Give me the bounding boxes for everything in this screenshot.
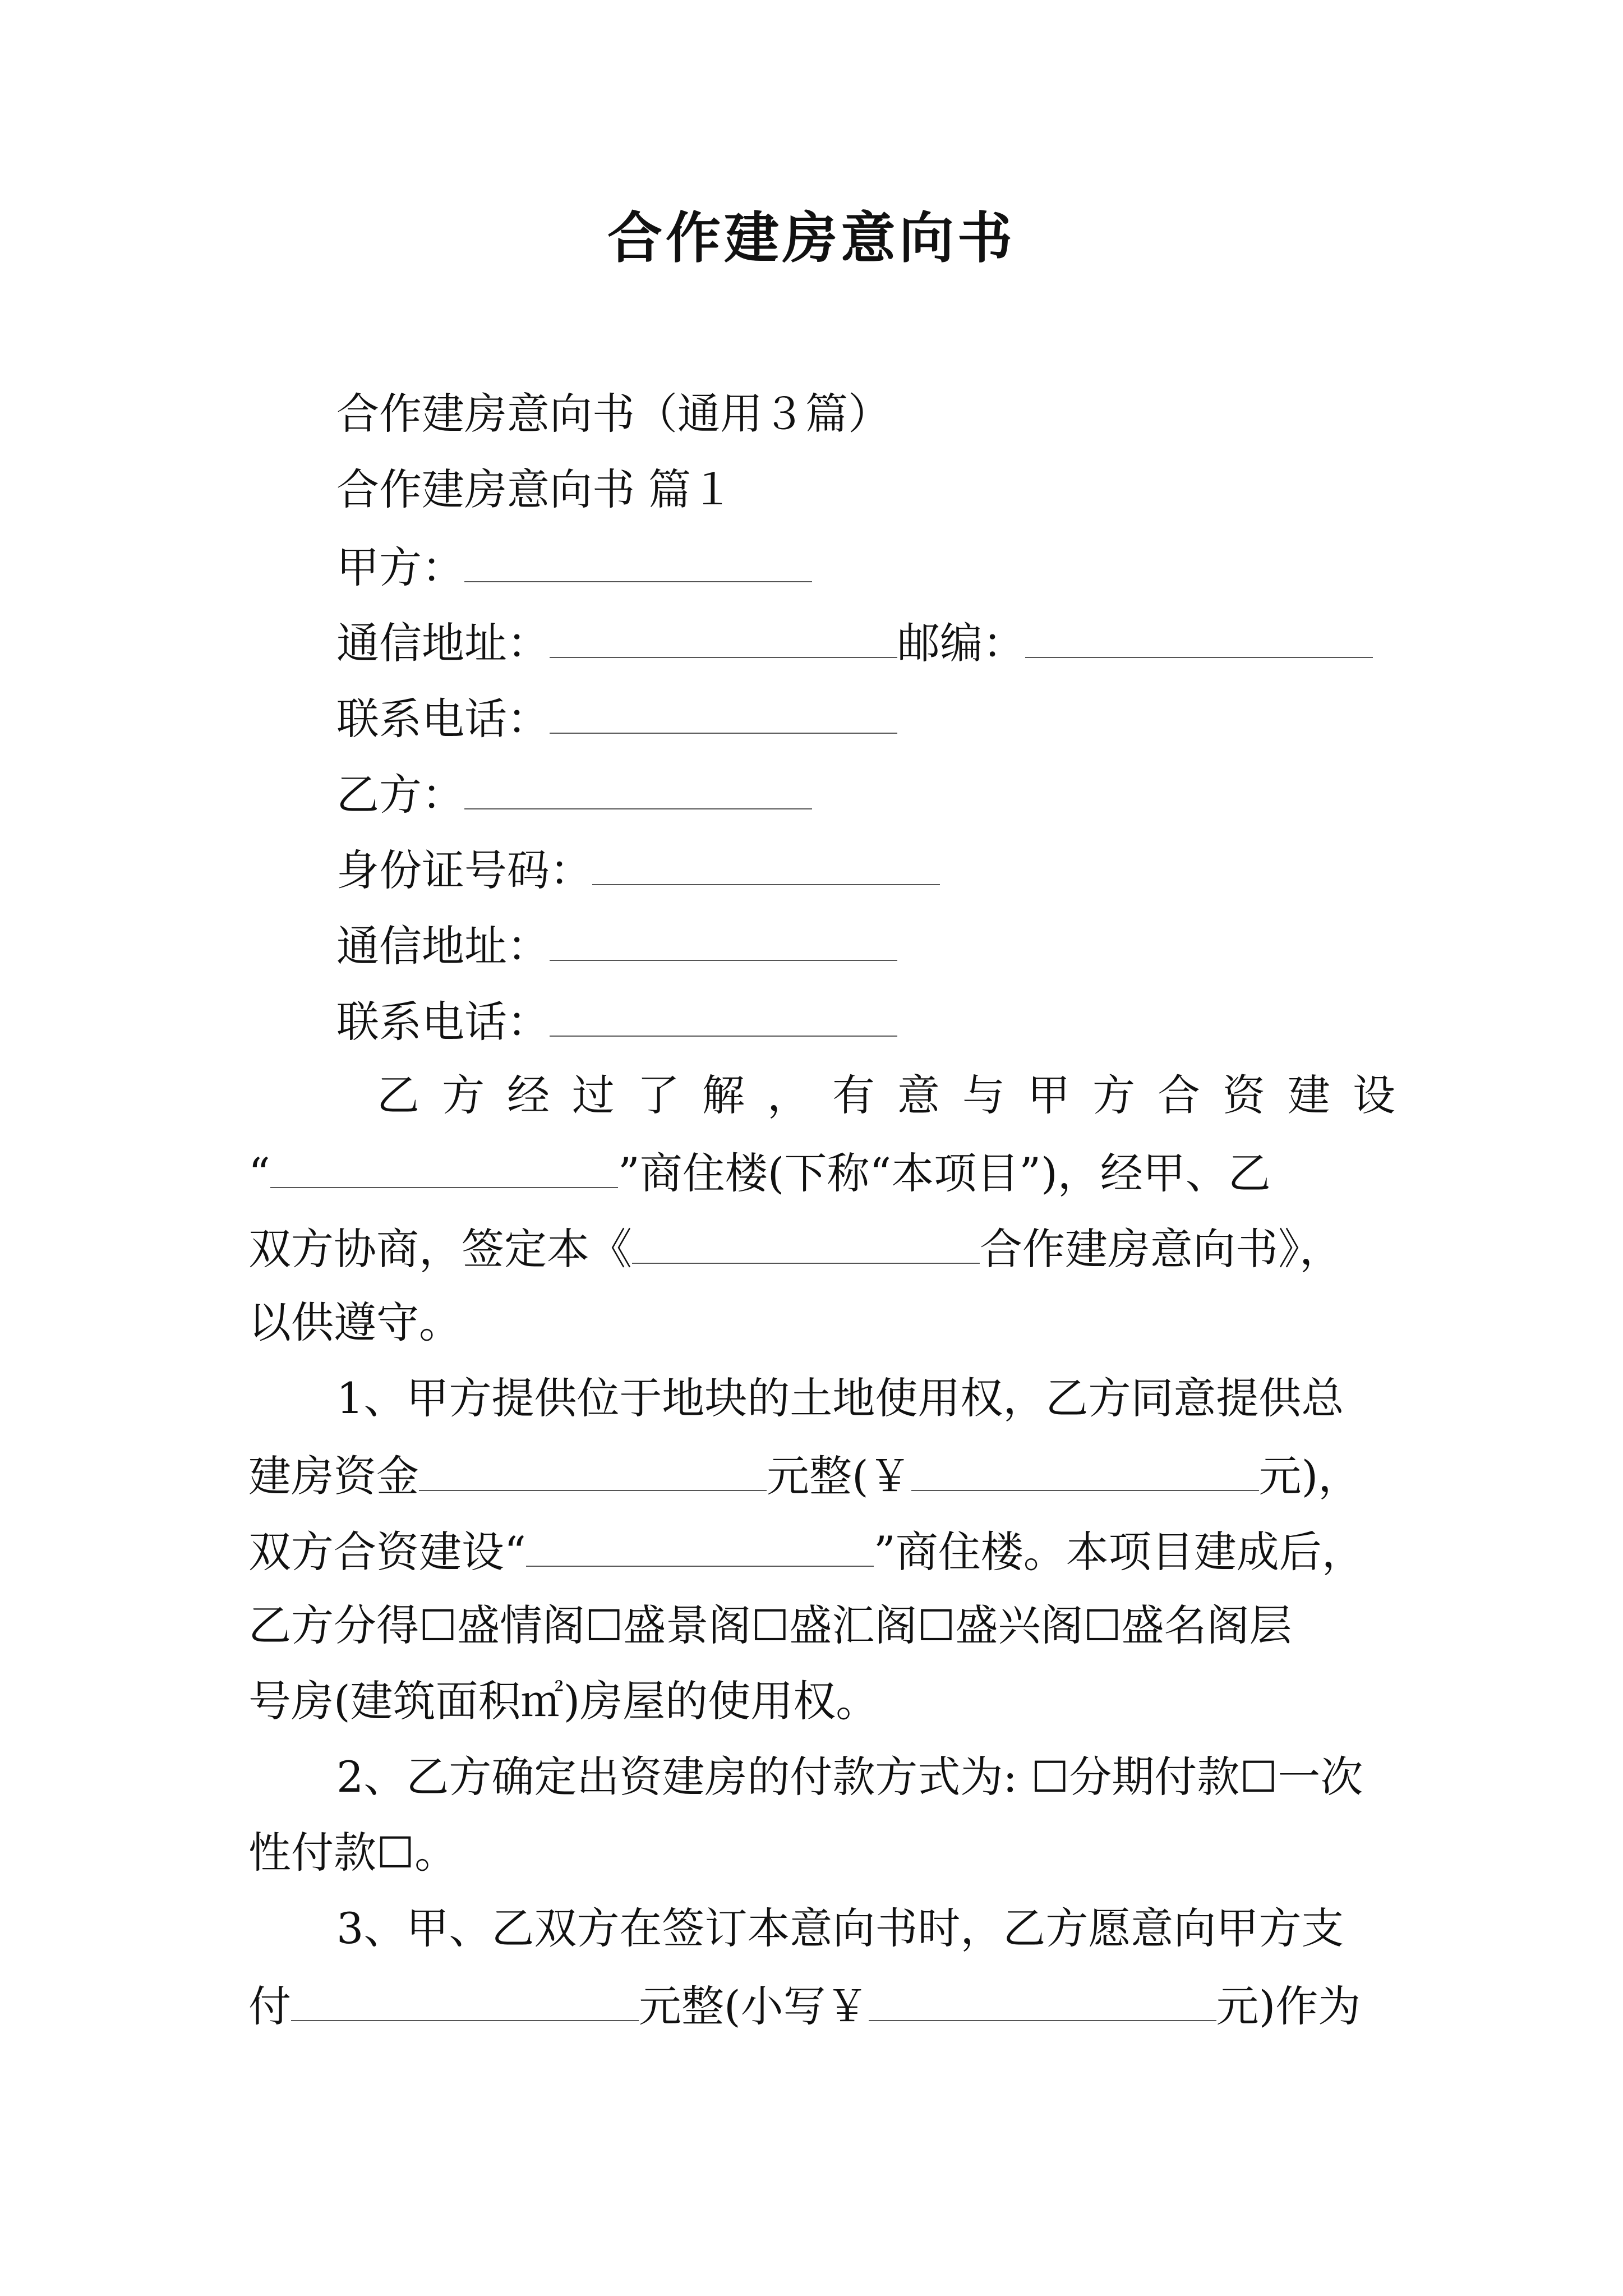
clause-1-line-1: 1、甲方提供位于地块的土地使用权，乙方同意提供总 <box>336 1373 1344 1423</box>
party-b-phone-label: 联系电话： <box>336 997 550 1047</box>
clause-2-line-1: 2、乙方确定出资建房的付款方式为: ☐分期付款☐一次 <box>336 1752 1363 1802</box>
party-a-name-field[interactable] <box>464 537 812 582</box>
clause-1-funds-field[interactable] <box>419 1446 767 1491</box>
party-a-phone-label: 联系电话： <box>336 694 550 744</box>
intro-line-3 <box>248 1219 1342 1277</box>
party-b-id-label: 身份证号码： <box>336 845 592 895</box>
party-b-phone-row <box>336 992 897 1050</box>
party-a-address-row <box>336 613 1373 671</box>
subtitle: 合作建房意向书（通用３篇） <box>336 389 891 439</box>
intro-project-open-quote: “ <box>248 1148 270 1198</box>
clause-1-funds-label: 建房资金 <box>248 1451 419 1501</box>
clause-1-line-3 <box>248 1522 1364 1580</box>
party-a-postcode-field[interactable] <box>1025 613 1373 658</box>
clause-3-pay-end: 元)作为 <box>1216 1981 1361 2031</box>
party-b-address-field[interactable] <box>550 916 897 961</box>
clause-1-build-label: 双方合资建设“ <box>248 1527 526 1577</box>
intro-line-2 <box>248 1143 1271 1202</box>
clause-1-line-4: 乙方分得☐盛情阁☐盛景阁☐盛汇阁☐盛兴阁☐盛名阁层 <box>248 1600 1292 1650</box>
clause-3-pay-mid: 元整(小写￥ <box>639 1981 869 2031</box>
clause-3-line-2 <box>248 1976 1361 2035</box>
clause-1-line-5: 号房(建筑面积㎡)房屋的使用权。 <box>248 1676 879 1726</box>
clause-2-line-2: 性付款☐。 <box>248 1828 458 1878</box>
clause-1-funds-end: 元)， <box>1258 1451 1361 1501</box>
party-b-id-field[interactable] <box>592 840 940 885</box>
party-a-postcode-label: 邮编： <box>897 618 1025 668</box>
party-b-phone-field[interactable] <box>550 992 897 1037</box>
intro-line-4: 以供遵守。 <box>248 1297 462 1347</box>
intro-line-1 <box>377 1068 1418 1124</box>
party-b-address-label: 通信地址： <box>336 921 550 971</box>
party-b-name-field[interactable] <box>464 765 812 809</box>
intro-line-2-text: ”商住楼(下称“本项目”)，经甲、乙 <box>617 1148 1271 1198</box>
party-a-phone-field[interactable] <box>550 689 897 734</box>
clause-1-build-end: ”商住楼。本项目建成后， <box>873 1527 1364 1577</box>
clause-1-funds-mid: 元整(￥ <box>767 1451 911 1501</box>
party-a-name-label: 甲方： <box>336 542 464 592</box>
intro-line-3-end: 合作建房意向书》， <box>980 1224 1342 1274</box>
clause-1-building-name-field[interactable] <box>526 1522 874 1567</box>
intro-agreement-name-field[interactable] <box>632 1219 980 1264</box>
party-a-address-field[interactable] <box>550 613 897 658</box>
intro-line-3-start: 双方协商，签定本《 <box>248 1224 632 1274</box>
party-b-name-row <box>336 765 812 823</box>
party-a-phone-row <box>336 689 897 747</box>
intro-line-1-text: 乙方经过了解，有意与甲方合资建设 <box>377 1070 1418 1120</box>
clause-3-amount-number-field[interactable] <box>869 1976 1216 2021</box>
party-a-address-label: 通信地址： <box>336 618 550 668</box>
clause-3-line-1: 3、甲、乙双方在签订本意向书时，乙方愿意向甲方支 <box>336 1903 1344 1953</box>
clause-1-line-2 <box>248 1446 1361 1504</box>
document-title: 合作建房意向书 <box>607 206 1016 270</box>
clause-3-pay-label: 付 <box>248 1981 291 2031</box>
section-heading: 合作建房意向书 篇１ <box>336 464 734 514</box>
party-b-address-row <box>336 916 897 974</box>
party-b-id-row <box>336 840 940 899</box>
intro-project-name-field[interactable] <box>270 1143 618 1188</box>
party-a-name-row <box>336 537 812 596</box>
party-b-name-label: 乙方： <box>336 770 464 820</box>
clause-3-amount-field[interactable] <box>291 1976 639 2021</box>
clause-1-funds-number-field[interactable] <box>911 1446 1259 1491</box>
